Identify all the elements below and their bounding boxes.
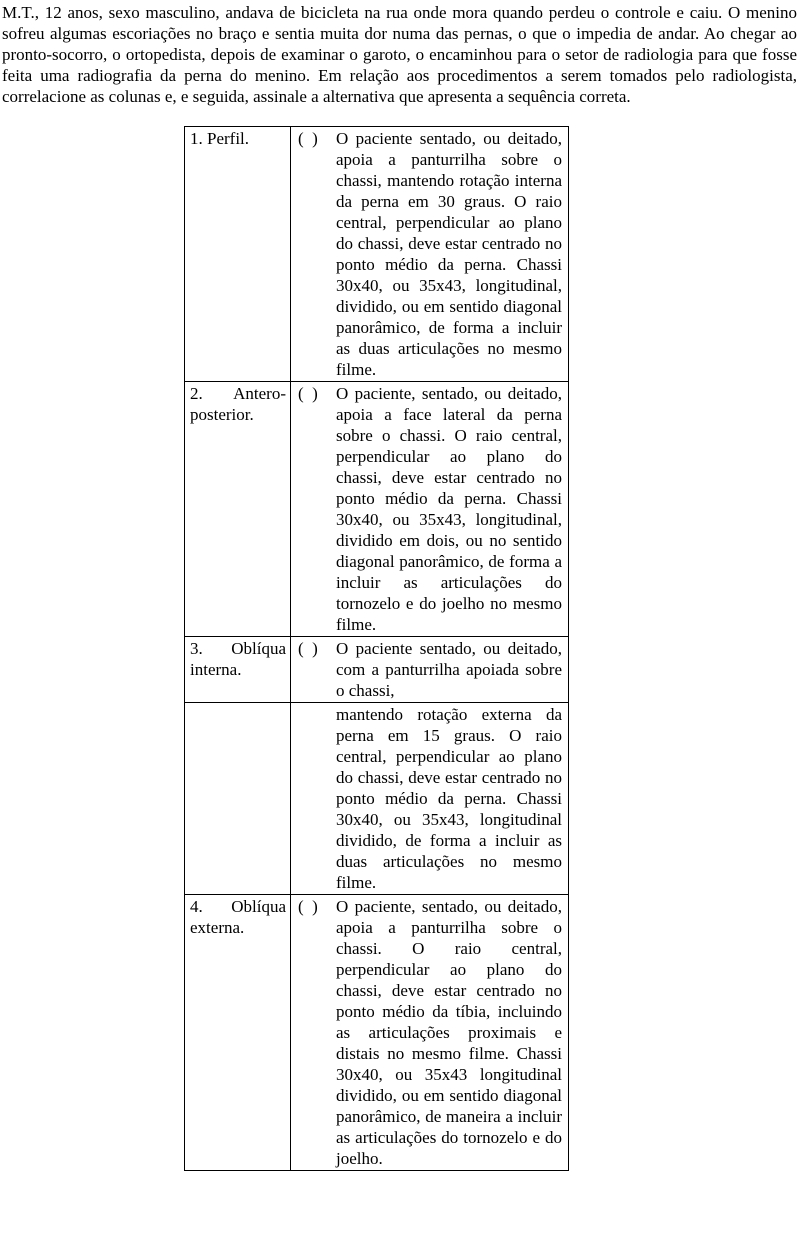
answer-option-3-continuation: mantendo rotação externa da perna em 15 graus. O raio central, perpendicular ao plano do chassi, deve estar centrado no ponto médio da perna. Chassi 30x40, ou 35x43, longitudinal dividido, de forma a incluir as duas articulações no mesmo filme. [336, 705, 562, 892]
column-item-label-4: 4. Oblíqua externa. [185, 895, 291, 1171]
answer-blank-marker: ( ) [298, 384, 318, 403]
column-item-label-1: 1. Perfil. [185, 127, 291, 382]
table-row [185, 382, 569, 637]
answer-option-2 [298, 383, 562, 635]
answer-option-4 [298, 896, 562, 1169]
matching-table [184, 126, 569, 1171]
answer-blank-marker: ( ) [298, 897, 318, 916]
table-row [185, 637, 569, 703]
question-intro: M.T., 12 anos, sexo masculino, andava de bicicleta na rua onde mora quando perdeu o controle e caiu. O menino sofreu algumas escoriações no braço e sentia muita dor numa das pernas, o que o impedia de andar. Ao chegar ao pronto-socorro, o ortopedista, depois de examinar o garoto, o encaminhou para o setor de radiologia para que fosse feita uma radiografia da perna do menino. Em relação aos procedimentos a serem tomados pelo radiologista, correlacione as colunas e, e seguida, assinale a alternativa que apresenta a sequência correta. [2, 3, 797, 106]
table-row [185, 895, 569, 1171]
column-item-label-2: 2. Antero-posterior. [185, 382, 291, 637]
table-row [185, 703, 569, 895]
answer-option-text: O paciente, sentado, ou deitado, apoia a face lateral da perna sobre o chassi. O raio central, perpendicular ao plano do chassi, deve estar centrado no ponto médio da perna. Chassi 30x40, ou 35x43, longitudinal, dividido em dois, ou no sentido diagonal panorâmico, de forma a incluir as articulações do tornozelo e do joelho no mesmo filme. [336, 384, 562, 634]
column-item-label-empty [185, 703, 291, 895]
answer-blank-marker: ( ) [298, 639, 318, 658]
column-item-label-3: 3. Oblíqua interna. [185, 637, 291, 703]
answer-option-text: O paciente sentado, ou deitado, com a panturrilha apoiada sobre o chassi, [336, 639, 562, 700]
table-row [185, 127, 569, 382]
answer-option-text: O paciente sentado, ou deitado, apoia a panturrilha sobre o chassi, mantendo rotação interna da perna em 30 graus. O raio central, perpendicular ao plano do chassi, deve estar centrado no ponto médio da perna. Chassi 30x40, ou 35x43, longitudinal, dividido, ou em sentido diagonal panorâmico, de forma a incluir as duas articulações no mesmo filme. [336, 129, 562, 379]
answer-option-3 [298, 638, 562, 701]
answer-option-text: O paciente, sentado, ou deitado, apoia a panturrilha sobre o chassi. O raio central, perpendicular ao plano do chassi, deve estar centrado no ponto médio da tíbia, incluindo as articulações proximais e distais no mesmo filme. Chassi 30x40, ou 35x43 longitudinal dividido, ou em sentido diagonal panorâmico, de maneira a incluir as articulações do tornozelo e do joelho. [336, 897, 562, 1168]
answer-blank-marker: ( ) [298, 129, 318, 148]
answer-option-1 [298, 128, 562, 380]
